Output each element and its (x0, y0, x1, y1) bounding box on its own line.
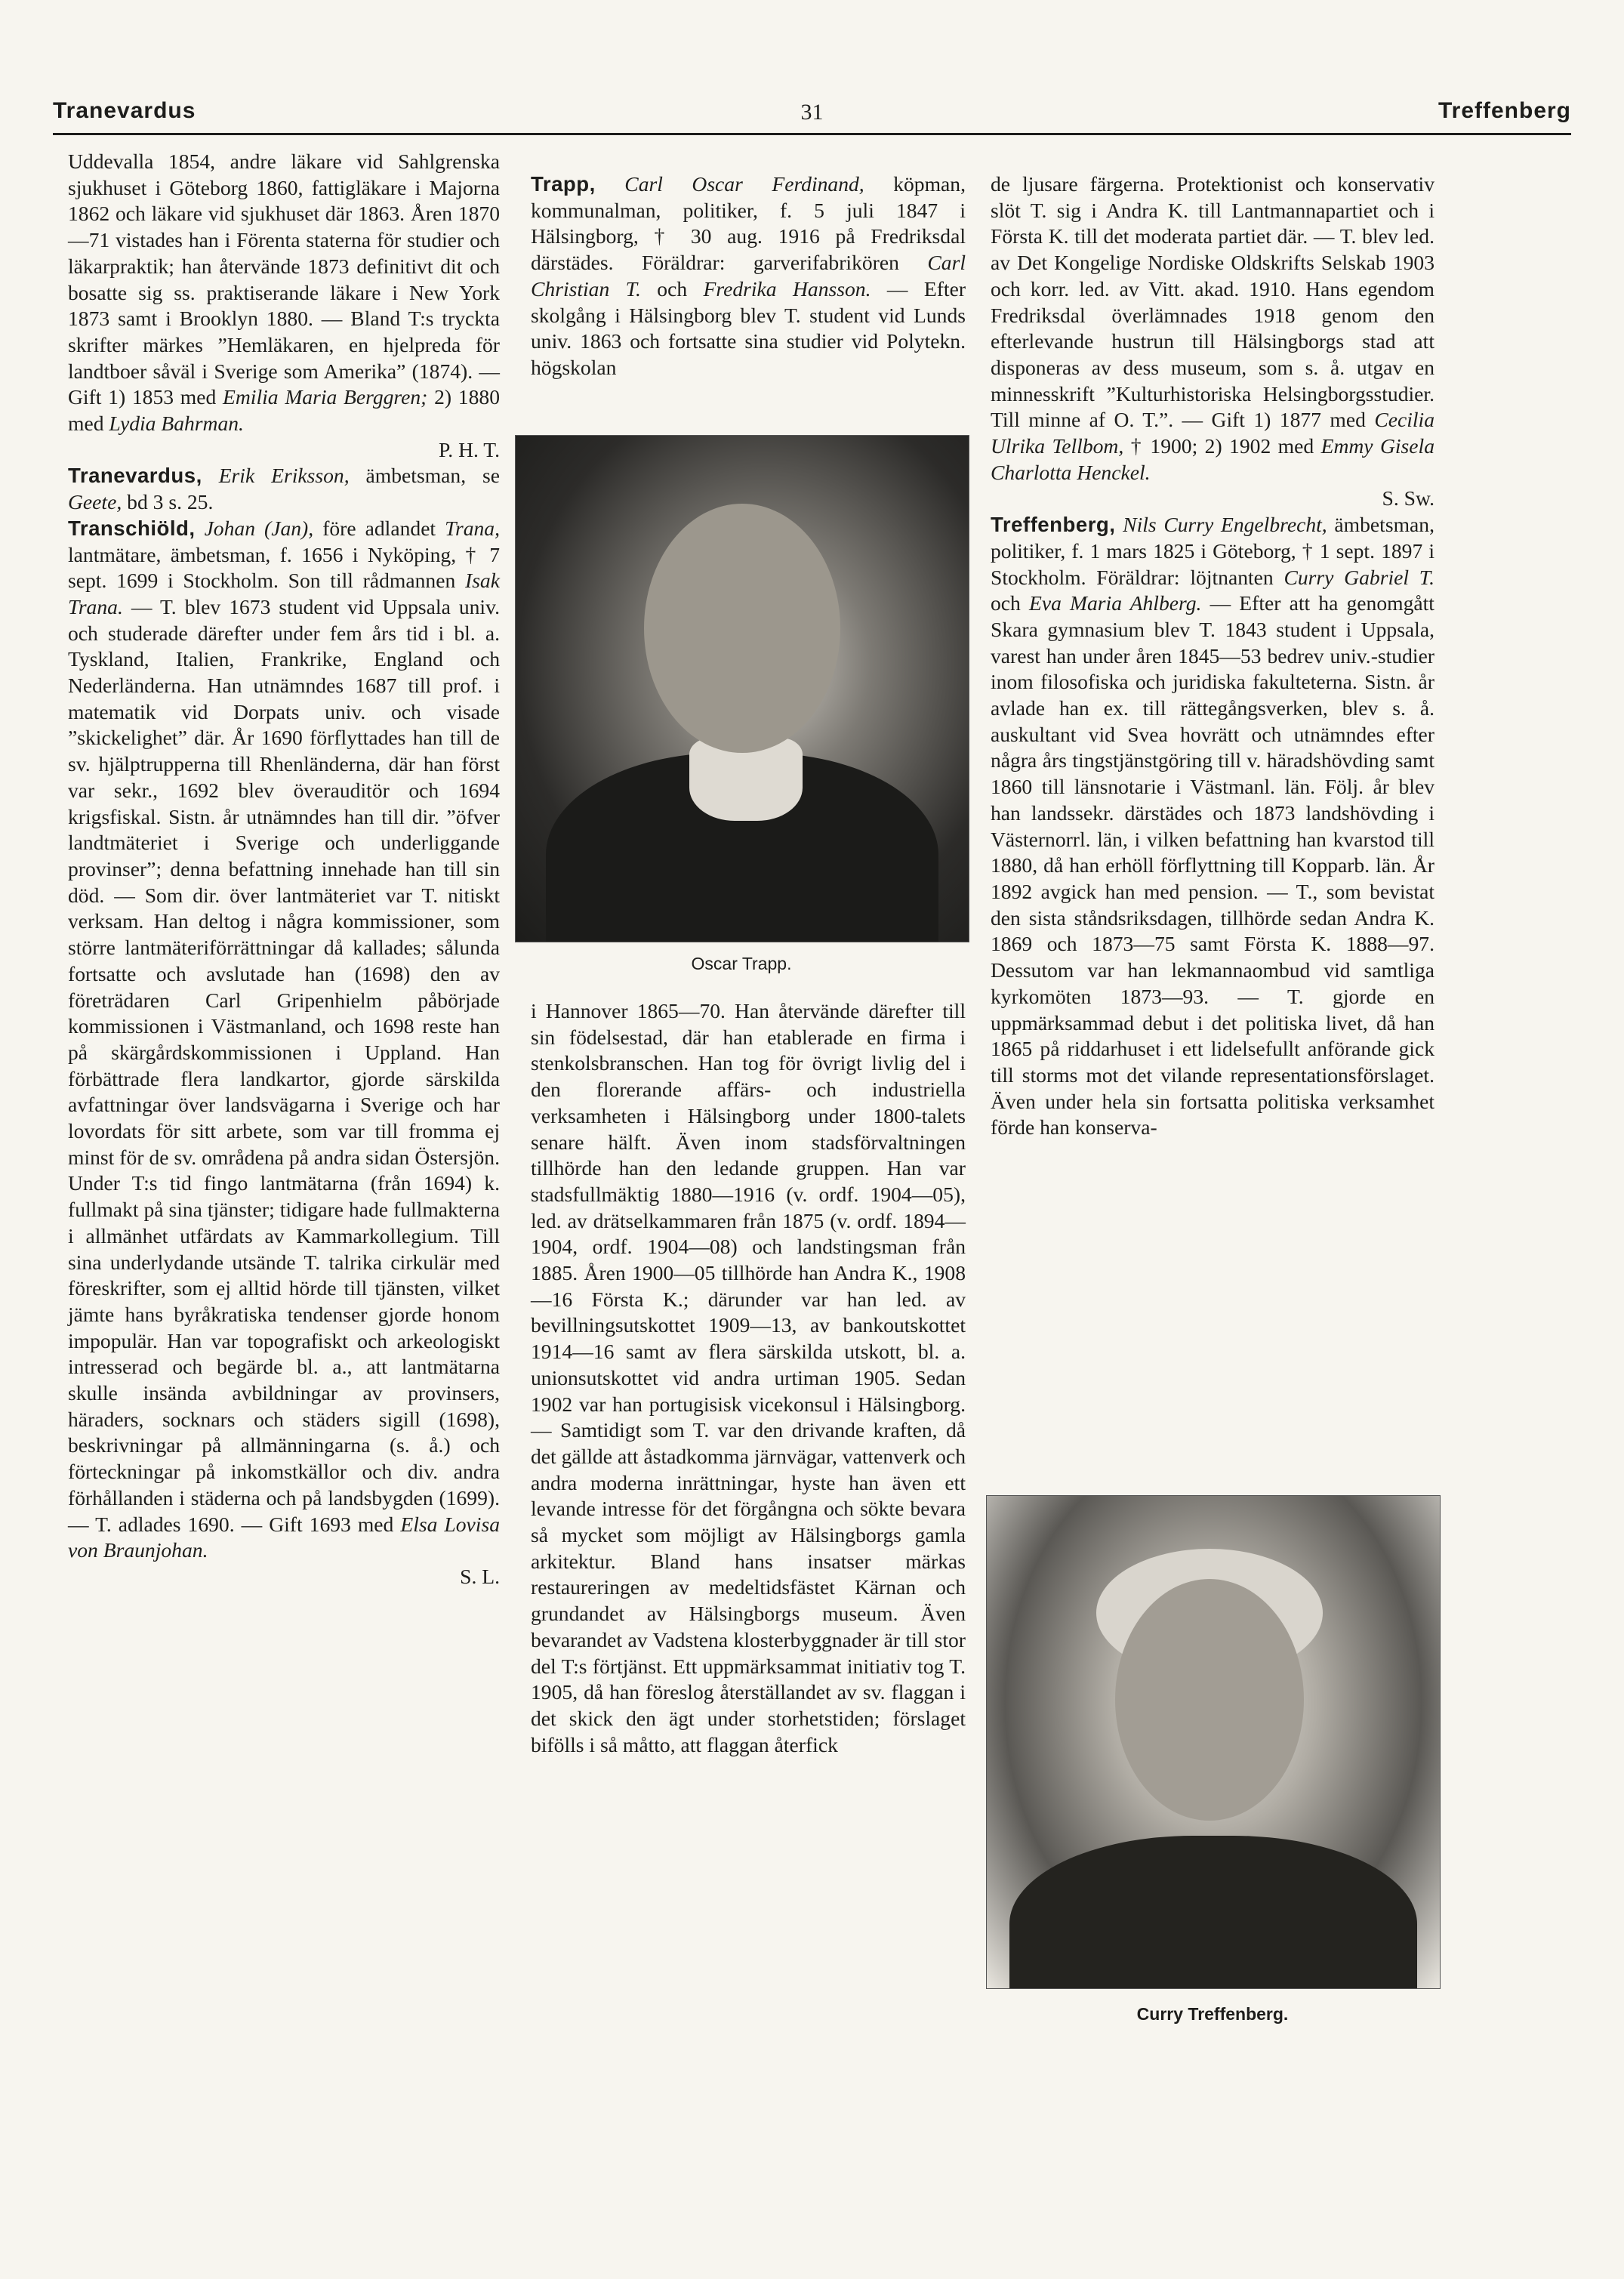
column-2-top (531, 171, 966, 381)
father-name: Curry Gabriel T. (1283, 565, 1434, 589)
entry-treffenberg (991, 512, 1434, 1141)
column-3 (991, 171, 1434, 1141)
page-number: 31 (800, 100, 824, 125)
caption-oscar-trapp: Oscar Trapp. (691, 954, 792, 973)
spouse-name: Cecilia Ulrika Tellbom, (991, 408, 1435, 458)
body-text: Uddevalla 1854, andre läkare vid Sahlgrenska sjukhuset i Göteborg 1860, fattigläkare i Majorna 1862 och läkare vid sjukhuset där 1863. Åren 1870—71 vistades han i Förenta staterna för studier och läkarpraktik; han återvände 1873 definitivt dit och bosatte sig ss. praktiserande läkare i New York 1873 samt i Brooklyn 1880. — Bland T:s tryckta skrifter märkes ”Hemläkaren, en hjelpreda för landtboer såväl i Sverige som Amerika” (1874). — Gift 1) 1853 med (68, 150, 500, 409)
running-head-right: Treffenberg (1438, 98, 1571, 123)
mother-name: Eva Maria Ahlberg. (1028, 591, 1202, 615)
spouse-name: Elsa Lovisa von Braunjohan. (68, 1512, 500, 1562)
body-text: ämbetsman, politiker, f. 1 mars 1825 i Göteborg, † 1 sept. 1897 i Stockholm. Föräldrar: löjtnanten (991, 513, 1434, 589)
body-text: — Efter skolgång i Hälsingborg blev T. student vid Lunds univ. 1863 och fortsatte sina studier vid Polytekn. högskolan (531, 276, 966, 379)
author-signature: P. H. T. (438, 437, 500, 461)
body-text: 2) 1880 med (68, 385, 500, 436)
entry-trapp (531, 171, 966, 381)
father-name: Isak Trana. (68, 569, 500, 618)
body-text: och (991, 591, 1021, 615)
column-1 (68, 149, 500, 1590)
portrait-oscar-trapp (515, 435, 969, 942)
body-text: ämbetsman, se (365, 464, 500, 488)
body-text: i Hannover 1865—70. Han återvände därefter till sin födelsestad, där han etablerade en firma i stenkolsbranschen. Han tog för övrigt livlig del i den florerande affärs- och industriella verksamheten i Hälsingborg under 1800-talets senare hälft. Även inom stadsförvaltningen tillhörde han den ledande gruppen. Han var stadsfullmäktig 1880—1916 (v. ordf. 1904—05), led. av drätselkammaren från 1875 (v. ordf. 1894—1904, ordf. 1904—08) och landstingsman från 1885. Åren 1900—05 tillhörde han Andra K., 1908—16 Första K.; därunder var han led. av bevillningsutskottet 1909—13, av bankoutskottet 1914—16 samt av flera särskilda utskott, bl. a. unionsutskottet vid andra urtiman 1905. Sedan 1902 var han portugisisk vicekonsul i Hälsingborg. — Samtidigt som T. var den drivande kraften, då det gällde att åstadkomma järnvägar, vattenverk och andra moderna inrättningar, hyste han även ett levande intresse för det förgångna och sökte bevara så mycket som möjligt av Hälsingborgs gamla arkitektur. Bland hans insatser märkas restaureringen av medeltidsfästet Kärnan och grundandet av Hälsingborgs museum. Även bevarandet av Vadstena klosterbyggnader är till stor del T:s förtjänst. Ett uppmärksammat initiativ tog T. 1905, då han föreslog återställandet av sv. flaggan i det skick den ägt under storhetstiden; förslaget bifölls i så måtto, att flaggan återfick (531, 999, 966, 1756)
body-text: före adlandet (322, 516, 436, 540)
author-signature: S. Sw. (1382, 486, 1434, 510)
caption-curry-treffenberg: Curry Treffenberg. (1136, 2004, 1289, 2024)
former-name: Trana, (445, 516, 500, 540)
body-text: de ljusare färgerna. Protektionist och konservativ slöt T. sig i Andra K. till Lantmannapartiet och i Första K. till det moderata partiet där. — T. blev led. av Det Kongelige Nordiske Oldskrifts Selskab 1903 och korr. led. av Vitt. akad. 1910. Hans egendom Fredriksdal överlämnades 1918 genom den efterlevande hustrun till Hälsingborgs stad att disponeras av dess museum, som s. å. utgav en minnesskrift ”Kulturhistoriska Helsingborgsstudier. Till minne af O. T.”. — Gift 1) 1877 med (991, 172, 1434, 432)
header-rule (53, 133, 1571, 135)
body-text: — Efter att ha genomgått Skara gymnasium blev T. 1843 student i Uppsala, varest han under åren 1845—53 bedrev univ.-studier inom filosofiska och juridiska fakulteterna. Sistn. år avlade han ex. till rättegångsverken, blev s. å. auskultant vid Svea hovrätt och utnämndes efter några års tingstjänstgöring till v. häradshövding samt 1860 till länsnotarie i Västmanl. län. Följ. år blev han landssekr. därstädes och 1873 landshövding i Västernorrl. län, i vilken befattning han kvarstod till 1880, då han erhöll förflyttning till Kopparb. län. År 1892 avgick han med pension. — T., som bevistat den sista ståndsriksdagen, tillhörde sedan Andra K. 1869 och 1873—75 samt Första K. 1888—97. Dessutom var han lekmannaombud vid samtliga kyrkomöten 1873—93. — T. gjorde en uppmärksammad debut i det politiska livet, då han 1865 på riddarhuset i ett lidelsefullt anförande gick till storms mot det vilande representationsförslaget. Även under hela sin fortsatta politiska verksamhet förde han konserva- (991, 591, 1434, 1140)
body-text: — T. blev 1673 student vid Uppsala univ. och studerade därefter under fem års tid i bl. a. Tyskland, Italien, Frankrike, England och Nederländerna. Han utnämndes 1687 till prof. i matematik vid Dorpats univ. och visade ”skickelighet” där. År 1690 förflyttades han till de sv. hjälptrupperna till Rhenländerna, där han först var sekr., 1692 blev överauditör och 1694 krigsfiskal. Sistn. år utnämndes han till dir. ”öfver landtmäteriet i Sverige och underliggande provinser”; denna befattning innehade han till sin död. — Som dir. över lantmäteriet var T. nitiskt verksam. Han deltog i några kommissioner, som större lantmäteriförrättningar då kallades; sålunda fortsatte och avslutade han (1698) den av företrädaren Carl Gripenhielm påbörjade kommissionen i Västmanland, och 1698 reste han på skärgårdskommissionen i Uppland. Han förbättrade flera landkartor, gjorde särskilda avfattningar över landsvägarna i Sverige och har lovordats för sitt arbete, som var till fromma ej minst för de sv. områdena på andra sidan Östersjön. Under T:s tid fingo lantmätarna (från 1694) k. fullmakt på sina tjänster; tidigare hade fullmakterna i allmänhet utfärdats av Kammarkollegium. Till sina underlydande utsände T. talrika cirkulär med föreskrifter, som ej alltid hörde till tjänsten, vilket jämte hans byråkratiska tendenser gjorde honom impopulär. Han var topografiskt och arkeologiskt intresserad och begärde bl. a., att lantmätarna skulle insända avbildningar av provinsers, häraders, socknars och städers sigill (1698), beskrivningar på allmänningarna (s. å.) och förteckningar på inkomstkällor och div. andra förhållanden i städerna och på landsbygden (1699). — T. adlades 1690. — Gift 1693 med (68, 594, 500, 1536)
mother-name: Fredrika Hansson. (703, 276, 871, 301)
entry-name: Nils Curry Engelbrecht, (1123, 513, 1327, 537)
entry-headword: Transchiöld, (68, 516, 196, 540)
entry-name: Johan (Jan), (204, 516, 314, 540)
entry-tranevardus-erik (68, 463, 500, 515)
entry-transchiold (68, 516, 500, 1564)
body-text: bd 3 s. 25. (127, 490, 214, 514)
entry-name: Erik Eriksson, (218, 464, 350, 488)
entry-name: Carl Oscar Ferdinand, (624, 172, 864, 196)
body-text: köpman, kommunalman, politiker, f. 5 juli 1847 i Hälsingborg, † 30 aug. 1916 på Fredriksdal därstädes. Föräldrar: garverifabrikören (531, 172, 966, 275)
spouse-name: Lydia Bahrman. (109, 412, 244, 436)
reference-name: Geete, (68, 490, 122, 514)
portrait-head (1115, 1579, 1304, 1821)
spouse-name: Emilia Maria Berggren; (223, 385, 428, 409)
body-text: och (657, 276, 688, 301)
signature-row (68, 1564, 500, 1590)
signature-row (68, 437, 500, 464)
portrait-head (644, 504, 840, 753)
body-text: lantmätare, ämbetsman, f. 1656 i Nyköping, † 7 sept. 1699 i Stockholm. Son till rådmannen (68, 542, 500, 593)
portrait-coat (1009, 1836, 1417, 1989)
entry-trapp-continued (991, 171, 1434, 486)
portrait-curry-treffenberg (986, 1495, 1441, 1989)
body-text: † 1900; 2) 1902 med (1130, 434, 1314, 458)
father-name: Carl Christian T. (531, 251, 966, 301)
spouse-name: Emmy Gisela Charlotta Henckel. (991, 434, 1435, 484)
entry-headword: Treffenberg, (991, 513, 1116, 537)
entry-headword: Tranevardus, (68, 464, 202, 488)
running-head-left: Tranevardus (53, 98, 196, 123)
entry-continued (68, 149, 500, 437)
column-2-bottom (531, 998, 966, 1758)
author-signature: S. L. (460, 1564, 500, 1588)
signature-row (991, 486, 1434, 512)
entry-headword: Trapp, (531, 172, 596, 196)
